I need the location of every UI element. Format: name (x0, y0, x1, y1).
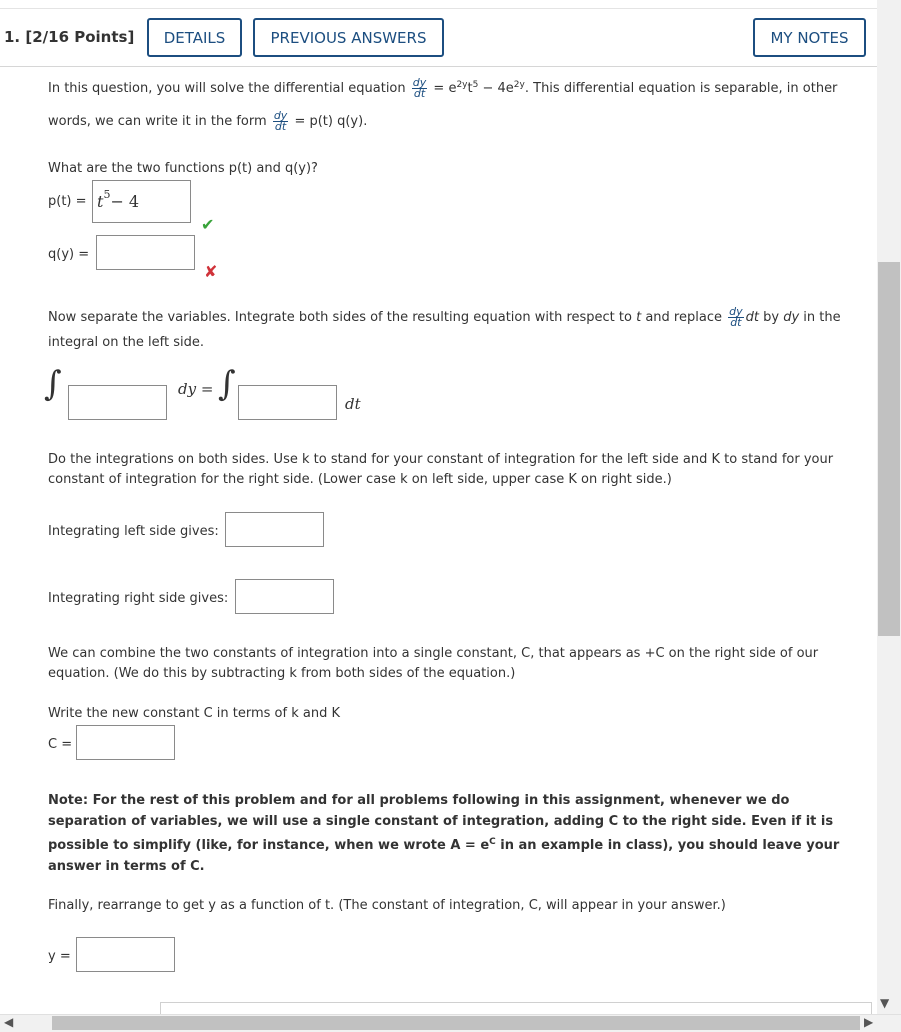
previous-answers-button[interactable]: PREVIOUS ANSWERS (253, 18, 444, 57)
p-input[interactable]: t 5 − 4 (92, 180, 191, 223)
left-side-input[interactable] (225, 512, 324, 547)
dy-equals: dy = (178, 380, 214, 398)
right-side-label: Integrating right side gives: (48, 591, 229, 606)
q-label: q(y) = (48, 247, 90, 262)
dy-dt-fraction-2: $\frac{dy}{dt}$ (273, 109, 288, 133)
horizontal-scroll-thumb[interactable] (52, 1016, 860, 1030)
dy-dt-fraction-3: $\frac{dy}{dt}$ (729, 305, 743, 329)
right-side-input[interactable] (235, 579, 334, 614)
y-input[interactable] (76, 937, 175, 972)
intro-line-1 (48, 78, 837, 99)
q-input[interactable] (96, 235, 195, 270)
c-label: C = (48, 737, 73, 752)
combine-prompt: Write the new constant C in terms of k and K (48, 706, 340, 721)
note-paragraph: Note: For the rest of this problem and for all problems following in this assignment, whenever we do separation of variables, we will use a single constant of integration, adding C to the right side. Even if it is possible to simplify (like, for instance, when we wrote $A = e^C$ in an example in class), you should leave your answer in terms of C. (48, 793, 840, 874)
my-notes-button[interactable]: MY NOTES (753, 18, 866, 57)
left-integral-sign: ∫ (44, 364, 62, 404)
left-side-label: Integrating left side gives: (48, 524, 219, 539)
c-input[interactable] (76, 725, 175, 760)
intro-text: In this question, you will solve the differential equation (48, 81, 406, 96)
combine-line-1: We can combine the two constants of integration into a single constant, C, that appears as +C on the right side of our (48, 646, 819, 661)
integrations-line-2: constant of integration for the right side. (Lower case k on left side, upper case K on right side.) (48, 472, 672, 487)
dt-label: dt (345, 395, 361, 413)
question-number: 1. (4, 28, 21, 46)
right-integral-sign: ∫ (218, 364, 236, 404)
scroll-right-icon[interactable]: ▶ (864, 1015, 874, 1029)
right-integrand-input[interactable] (238, 385, 337, 420)
equation-rhs: = $e^{2y}t^5 - 4e^{2y}$ (433, 80, 525, 96)
scroll-down-icon[interactable]: ▼ (880, 996, 890, 1010)
cross-icon: ✘ (204, 262, 218, 281)
vertical-scroll-thumb[interactable] (878, 262, 900, 636)
integrations-line-1: Do the integrations on both sides. Use k to stand for your constant of integration for the left side and K to stand for your (48, 452, 834, 467)
details-button[interactable]: DETAILS (147, 18, 242, 57)
separate-line-1: Now separate the variables. Integrate both sides of the resulting equation with respect to t and replace $\frac{dy}{dt}$ dt by dy in the (48, 305, 841, 329)
combine-line-2: equation. (We do this by subtracting k from both sides of the equation.) (48, 666, 516, 681)
separate-line-2: integral on the left side. (48, 335, 204, 350)
p-label: p(t) = (48, 194, 87, 209)
question-title (4, 28, 134, 46)
intro-text-suffix: . This differential equation is separable, in other (524, 81, 838, 96)
question-header (0, 9, 877, 67)
y-label: y = (48, 949, 71, 964)
functions-question: What are the two functions p(t) and q(y)? (48, 161, 318, 176)
left-integrand-input[interactable] (68, 385, 167, 420)
final-prompt: Finally, rearrange to get y as a function of t. (The constant of integration, C, will appear in your answer.) (48, 898, 726, 913)
dy-dt-fraction: $\frac{dy}{dt}$ (412, 76, 427, 100)
scroll-left-icon[interactable]: ◀ (4, 1015, 14, 1029)
question-points: [2/16 Points] (25, 28, 135, 46)
next-question-card-edge (160, 1002, 872, 1014)
intro-line-2: words, we can write it in the form $\frac{dy}{dt}$ = p(t) q(y). (48, 109, 368, 133)
check-icon: ✔ (201, 215, 215, 234)
